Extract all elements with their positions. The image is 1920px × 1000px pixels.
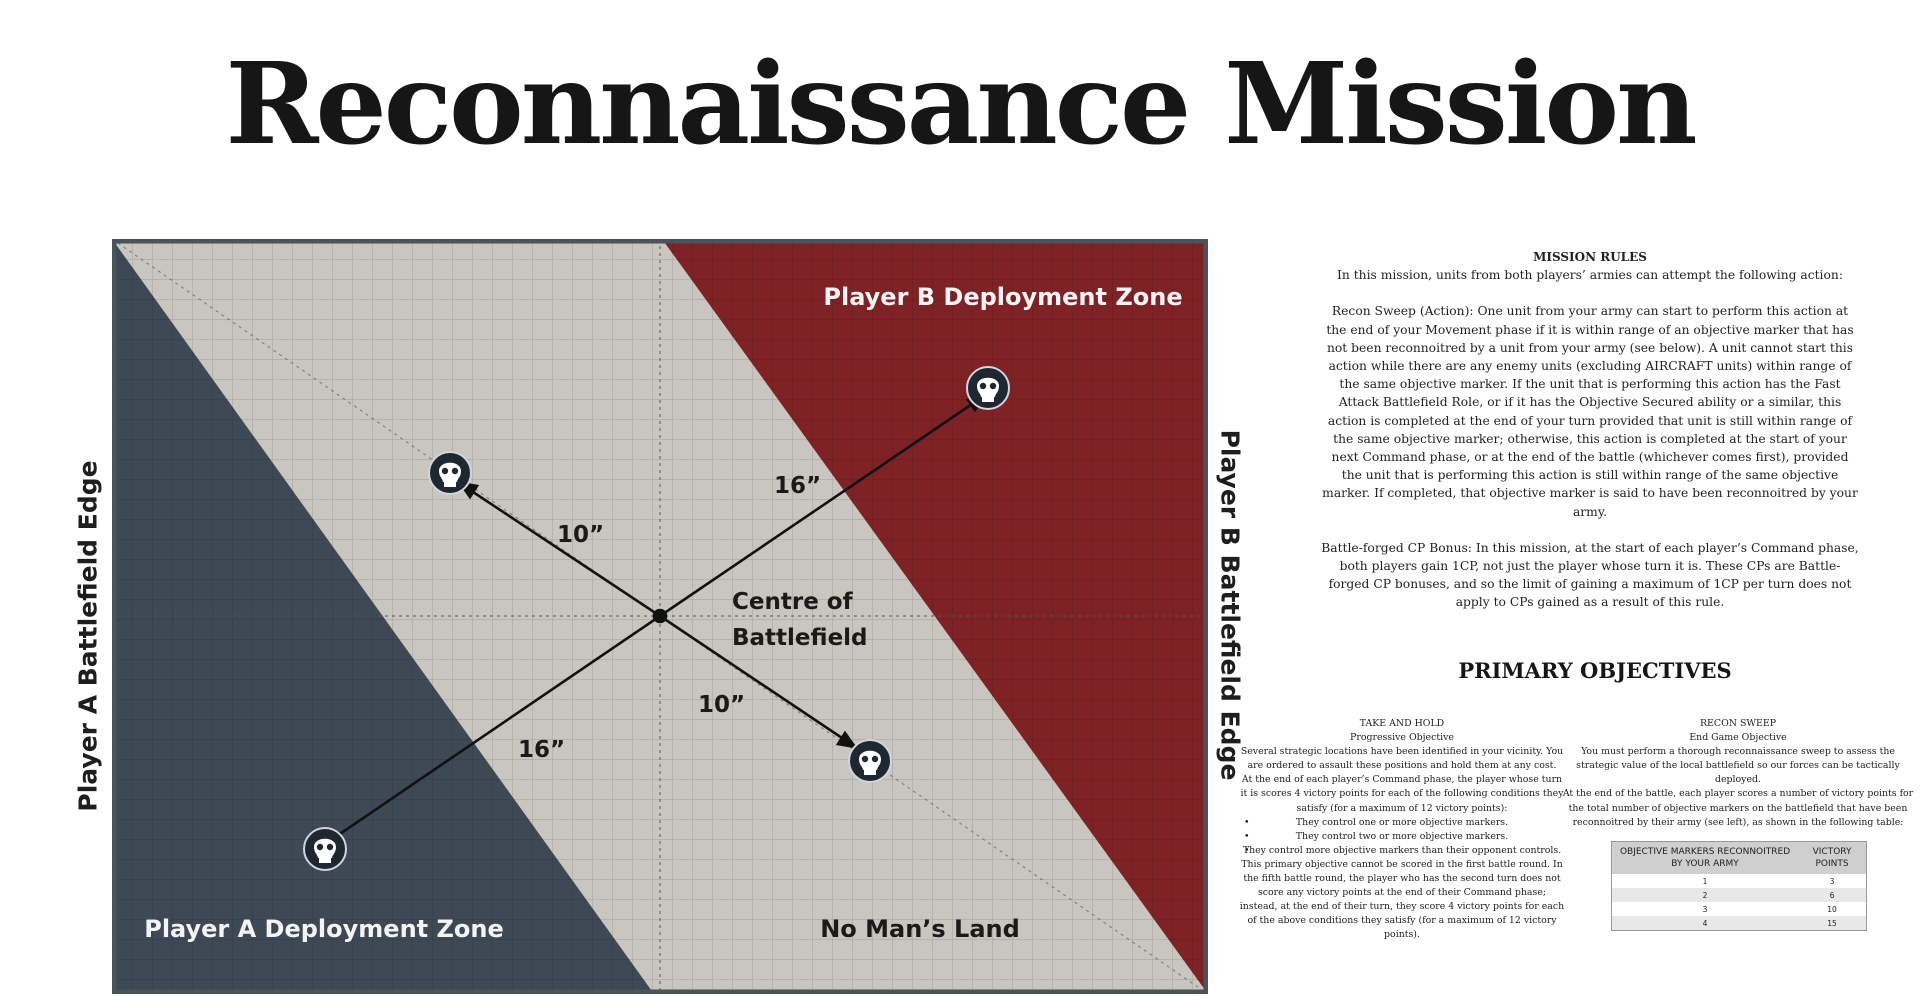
table-cell: 4: [1612, 916, 1799, 931]
table-cell: 1: [1702, 876, 1708, 886]
distance-label-10-upper: 10”: [557, 522, 605, 548]
distance-label-10-lower: 10”: [698, 692, 746, 718]
recon-sweep-action-text: Recon Sweep (Action): One unit from your army can start to perform this action at the end of your Movement phase if it is within range of an objective marker that has not been reconnoitred by a unit from your army (see below). A unit cannot start this action while there are any enemy units (excluding AIRCRAFT units) within range of the same objective marker. If the unit that is performing this action has the Fast Attack Battlefield Role, or if it has the Objective Secured ability or a similar, this action is completed at the end of your turn provided that unit is still within range of the same objective marker; otherwise, this action is completed at the start of your next Command phase, or at the end of the battle (whichever comes first), provided the unit that is performing this action is still within range of the same objective marker. If completed, that objective marker is said to have been reconnoitred by your army.: [1322, 304, 1858, 519]
table-row: [1612, 916, 1867, 931]
mission-rules-heading: MISSION RULES: [1533, 250, 1647, 264]
objective-marker[interactable]: [429, 452, 471, 494]
recon-sweep-text: At the end of the battle, each player scores a number of victory points for the total number of objective markers on the battlefield that have been reconnoitred by their army (see left), as shown in the following table:: [1562, 788, 1914, 828]
recon-sweep-text: You must perform a thorough reconnaissance sweep to assess the strategic value of the local battlefield so our forces can be tactically deployed.: [1576, 746, 1900, 786]
table-row: [1612, 874, 1867, 888]
table-row: [1612, 888, 1867, 902]
page-title: Reconnaissance Mission: [225, 39, 1695, 170]
mission-rules: [1320, 248, 1860, 630]
take-and-hold-text: This primary objective cannot be scored in the first battle round. In the fifth battle round, the player who has the second turn does not score any victory points at the end of their Command phase; instead, at the end of their turn, they score 4 victory points for each of the above conditions they satisfy (for a maximum of 12 victory points).: [1239, 858, 1565, 941]
table-row: [1612, 902, 1867, 916]
player-a-edge-label: Player A Battlefield Edge: [73, 460, 103, 812]
no-mans-land-label: No Man’s Land: [820, 915, 1020, 943]
table-header: VICTORY POINTS: [1798, 842, 1866, 875]
primary-objectives-heading: PRIMARY OBJECTIVES: [1458, 658, 1732, 683]
victory-points-table: [1611, 841, 1867, 931]
objective-marker[interactable]: [967, 367, 1009, 409]
table-cell: 10: [1827, 904, 1837, 914]
table-cell: 15: [1798, 916, 1866, 931]
recon-sweep-section: [1562, 717, 1914, 830]
distance-label-16-lower: 16”: [518, 737, 566, 763]
table-cell: 3: [1829, 876, 1835, 886]
player-b-zone-label: Player B Deployment Zone: [823, 283, 1183, 311]
table-cell: 6: [1798, 888, 1866, 902]
list-item: • They control one or more objective markers.: [1238, 816, 1566, 830]
distance-label-16-upper: 16”: [774, 473, 822, 499]
table-header: OBJECTIVE MARKERS RECONNOITRED BY YOUR ARMY: [1612, 842, 1799, 875]
table-cell: 3: [1702, 904, 1708, 914]
centre-label-line2: Battlefield: [732, 625, 868, 651]
battlefield-map: [112, 239, 1208, 994]
recon-sweep-subtitle: End Game Objective: [1689, 732, 1787, 744]
table-cell: 2: [1612, 888, 1799, 902]
objective-marker[interactable]: [849, 740, 891, 782]
mission-rules-intro: In this mission, units from both players’ armies can attempt the following action:: [1337, 268, 1843, 283]
take-and-hold-title: TAKE AND HOLD: [1359, 718, 1445, 729]
player-a-zone-label: Player A Deployment Zone: [144, 915, 504, 943]
take-and-hold-subtitle: Progressive Objective: [1350, 732, 1454, 744]
player-b-edge-label: Player B Battlefield Edge: [1215, 429, 1245, 781]
cp-bonus-text: Battle-forged CP Bonus: In this mission, at the start of each player’s Command phase, both players gain 1CP, not just the player whose turn it is. These CPs are Battle-forged CP bonuses, and so the limit of gaining a maximum of 1CP per turn does not apply to CPs gained as a result of this rule.: [1321, 540, 1859, 610]
take-and-hold-text: Several strategic locations have been identified in your vicinity. You are ordered to assault these positions and hold them at any cost.: [1240, 746, 1564, 772]
list-item: • They control more objective markers than their opponent controls.: [1238, 844, 1566, 858]
take-and-hold-section: [1238, 717, 1566, 943]
take-and-hold-conditions: [1238, 816, 1566, 858]
take-and-hold-text: At the end of each player’s Command phase, the player whose turn it is scores 4 victory points for each of the following conditions they satisfy (for a maximum of 12 victory points):: [1240, 774, 1564, 814]
recon-sweep-title: RECON SWEEP: [1700, 718, 1776, 729]
list-item: • They control two or more objective markers.: [1238, 830, 1566, 844]
centre-label-line1: Centre of: [732, 589, 853, 615]
objective-marker[interactable]: [304, 828, 346, 870]
